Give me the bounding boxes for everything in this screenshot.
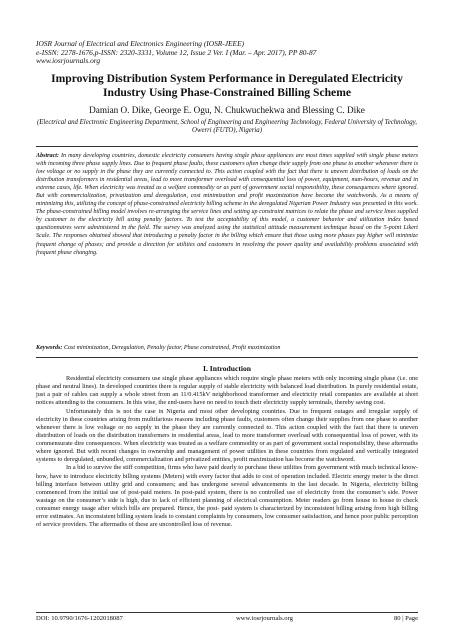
body-paragraph: In a bid to survive the stiff competition, firms who have paid dearly to purchase these utilities from government with much technical know-how, have to introduce electricity billing systems (Meters) with every factor that adds to cost of operation included. Electric energy meter is the direct billing interface between utility grid and consumers; and has undergone several advancements in the last decade. In Nigeria, electricity billing commenced from the initial use of post-paid meters. In post-paid system, there is no controlled use of electricity from the consumer’s side. Power wastage on the consumer’s side is high, due to lack of efficient planning of electrical consumption. Meter readers go from house to house to check consumer energy usage after which bills are prepared. Hence, the post- paid system is characterized by inconsistent billing arising from high billing error estimates. An inconsistent billing system leads to constant complaints by consumers, low consumer satisfaction, and hence poor public perception of service providers. The aftermaths of these are uncontrolled loss of revenue.	[36, 464, 418, 529]
abstract-text: In many developing countries, domestic electricity consumers having single phase appliances are most times supplied with single phase meters with incoming three phase supply lines. Due to frequent phase faults, these customers often change their supply from one phase to another whenever there is low voltage or no supply in the phase they are currently connected to. This action coupled with the fact that there is uneven distribution of loads on the distribution transformers in residential areas, lead to more transformer overload with consequential loss of power, equipment, man-hours, revenue and in extreme cases, life. When electricity was treated as a welfare commodity or as part of government social responsibility, these consequences where ignored. But with commercialization, privatization and deregulation, cost minimization and profit maximization have become the watchwords. As a means of minimizing this, utilizing the concept of phase-constrained electricity billing scheme in the deregulated Nigerian Power Industry was presented in this work. The phase-constrained billing model involves re-arranging the service lines and setting up constraint matrices to relate the phase and service lines supplied by customer to the electricity bill using penalty factors. To test the acceptability of this model, a customer behavior and utilization index based questionnaires were administered in the field. The survey was analyzed using the statistical attitude measurement technique based on the 5-point Likert Scale. The responses obtained showed that introducing a penalty factor in the billing which ensure that those using more phases pay higher will minimize frequent change of phases; and provide a direction for utilities and customers in resolving the power quality and availability problems associated with frequent phase changing.	[36, 153, 419, 256]
paper-authors: Damian O. Dike, George E. Ogu, N. Chukwuchekwa and Blessing C. Dike	[89, 105, 365, 115]
author-affiliation: (Electrical and Electronic Engineering Department, School of Engineering and Engineering Technology, Federal University of Technology, Owerri (FUTO), Nigeria)	[37, 119, 417, 135]
keywords-label: Keywords:	[36, 345, 63, 351]
journal-website: www.iosrjournals.org	[36, 56, 101, 66]
journal-name: IOSR Journal of Electrical and Electronics Engineering (IOSR-JEEE)	[36, 39, 245, 48]
page-footer	[36, 614, 418, 624]
keywords	[36, 344, 418, 352]
body-paragraph: Unfortunately this is not the case in Nigeria and most other developing countries. Due to frequent outages and irregular supply of electricity in these countries arising from multifarious reasons including phase faults, customers often change their supplies from one phase to another whenever there is low voltage or no supply in the phase they are currently connected to. This action coupled with the fact that there is uneven distribution of loads on the distribution transformers in residential areas, lead to more transformer overload with consequential loss of power, with its commensurate dire consequences. When electricity was treated as a welfare commodity or as part of government social responsibility, these aftermaths where ignored. But with recent changes in ownership and management of power utilities in these countries from regulated and vertically integrated systems to deregulated, unbundled, commercialization and privatized entities, profit maximization has become the watchword.	[36, 407, 418, 464]
footer-doi: DOI: 10.9790/1676-1202018087	[36, 615, 123, 622]
section-heading: I. Introduction	[203, 364, 251, 373]
body-paragraph: Residential electricity consumers use single phase appliances which require single phase meters with only incoming single phase (i.e. one phase and neutral lines). In developed countries there is regular supply of stable electricity with balanced load distribution. In purely residential estate, just a pair of cables can supply a whole street from an 11/0.415kV neighborhood transformer and electricity retail companies are available at short notices attending to the consumers. In this wise, the end-users have no need to touch their electricity supply terminals, thereby saving cost.	[36, 375, 418, 407]
footer-divider	[36, 612, 418, 613]
abstract-label: Abstract:	[36, 153, 60, 159]
abstract	[36, 152, 418, 257]
section-body	[36, 375, 418, 529]
paper-title: Improving Distribution System Performance in Deregulated Electricity Industry Using Phase-Constrained Billing Scheme	[51, 72, 403, 99]
footer-page-number: 80 | Page	[393, 615, 418, 622]
journal-issn-volume: e-ISSN: 2278-1676,p-ISSN: 2320-3331, Volume 12, Issue 2 Ver. I (Mar. – Apr. 2017), PP 80-87	[36, 47, 317, 57]
keywords-text: Cost minimization, Deregulation, Penalty factor, Phase constrained, Profit maximization	[63, 345, 281, 351]
journal-header	[36, 40, 416, 66]
footer-website: www.iosrjournals.org	[236, 615, 293, 622]
